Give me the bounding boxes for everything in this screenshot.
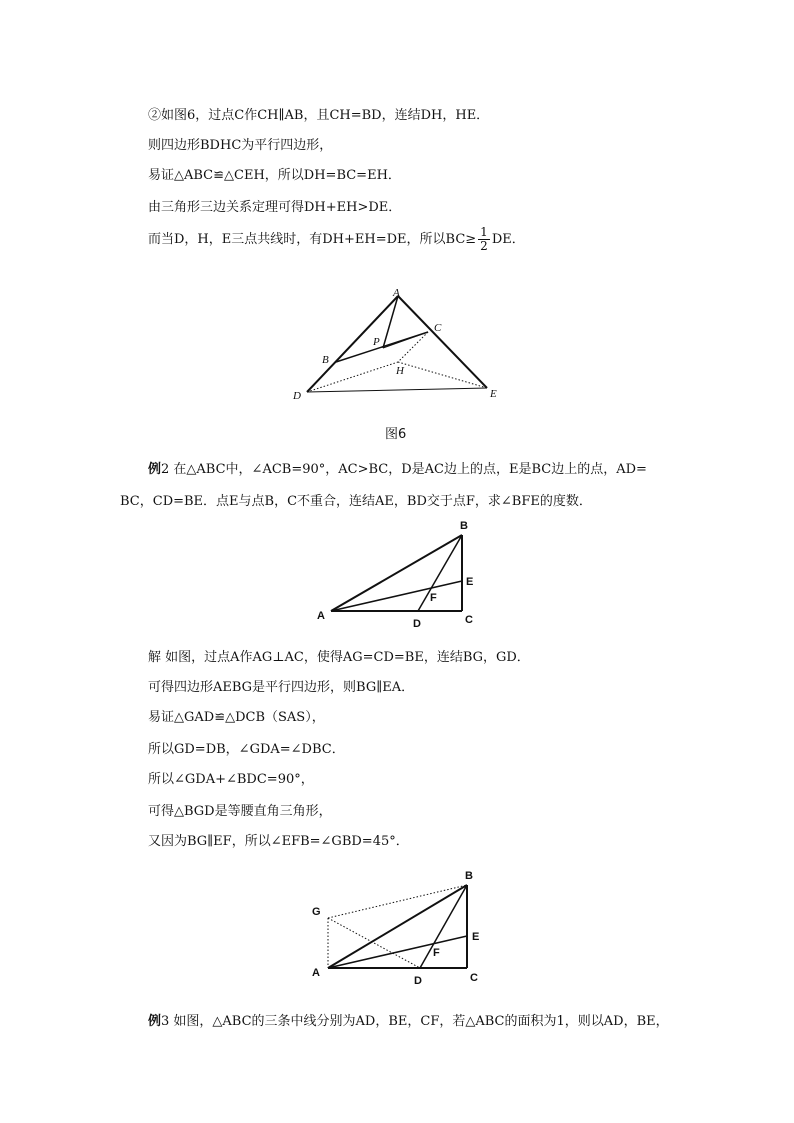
text-line: ②如图6，过点C作CH∥AB，且CH=BD，连结DH，HE． <box>148 108 490 123</box>
point-label-B: B <box>322 354 329 366</box>
example-2-line-2: BC，CD=BE．点E与点B，C不重合，连结AE，BD交于点F，求∠BFE的度数． <box>120 494 592 509</box>
point-label-F: F <box>430 592 437 604</box>
point-label-E: E <box>472 931 480 943</box>
segment-AE <box>328 936 467 968</box>
figure-caption: 图6 <box>385 427 407 442</box>
text-segment: DE． <box>491 232 525 247</box>
point-label-A: A <box>317 610 325 622</box>
point-label-D: D <box>414 975 422 987</box>
solution-line: 所以GD=DB，∠GDA=∠DBC． <box>148 742 345 757</box>
segment-GB <box>328 885 467 918</box>
point-label-C: C <box>434 322 442 334</box>
point-label-B: B <box>465 870 473 882</box>
example-3-line <box>148 1010 669 1029</box>
solution-line: 所以∠GDA+∠BDC=90°， <box>148 772 314 787</box>
point-label-D: D <box>413 618 421 630</box>
point-label-P: P <box>373 336 380 348</box>
point-label-C: C <box>465 614 473 626</box>
text-segment: 而当D，H，E三点共线时，有DH+EH=DE，所以BC≥ <box>148 232 477 247</box>
point-label-E: E <box>466 576 474 588</box>
text-line: 由三角形三边关系定理可得DH+EH>DE． <box>148 200 402 215</box>
point-label-G: G <box>312 906 321 918</box>
point-label-A: A <box>312 967 320 979</box>
fraction-denominator: 2 <box>480 239 488 253</box>
point-label-F: F <box>433 947 440 959</box>
segment-BD <box>420 885 467 968</box>
point-label-H: H <box>396 365 404 377</box>
point-label-E: E <box>490 388 497 400</box>
point-label-D: D <box>293 390 301 402</box>
text-line: 易证△ABC≌△CEH，所以DH=BC=EH． <box>148 168 401 183</box>
fraction-numerator: 1 <box>480 225 488 239</box>
solution-line: 又因为BG∥EF，所以∠EFB=∠GBD=45°． <box>148 834 409 849</box>
solution-line: 可得△BGD是等腰直角三角形， <box>148 804 332 819</box>
solution-line: 可得四边形AEBG是平行四边形，则BG∥EA． <box>148 680 415 695</box>
solution-line: 易证△GAD≌△DCB（SAS）， <box>148 710 325 725</box>
point-label-B: B <box>460 520 468 532</box>
text-segment: 3 如图，△ABC的三条中线分别为AD，BE，CF，若△ABC的面积为1，则以AD，BE， <box>161 1014 669 1029</box>
segment-AB <box>328 885 467 968</box>
point-label-A: A <box>393 287 400 299</box>
example-label: 例 <box>148 1014 162 1029</box>
text-segment: 2 在△ABC中，∠ACB=90°，AC>BC，D是AC边上的点，E是BC边上的点，AD= <box>161 462 647 477</box>
text-line: 则四边形BDHC为平行四边形， <box>148 138 333 153</box>
point-label-C: C <box>470 972 478 984</box>
solution-line: 解 如图，过点A作AG⊥AC，使得AG=CD=BE，连结BG，GD． <box>148 650 530 665</box>
example-label: 例 <box>148 462 162 477</box>
